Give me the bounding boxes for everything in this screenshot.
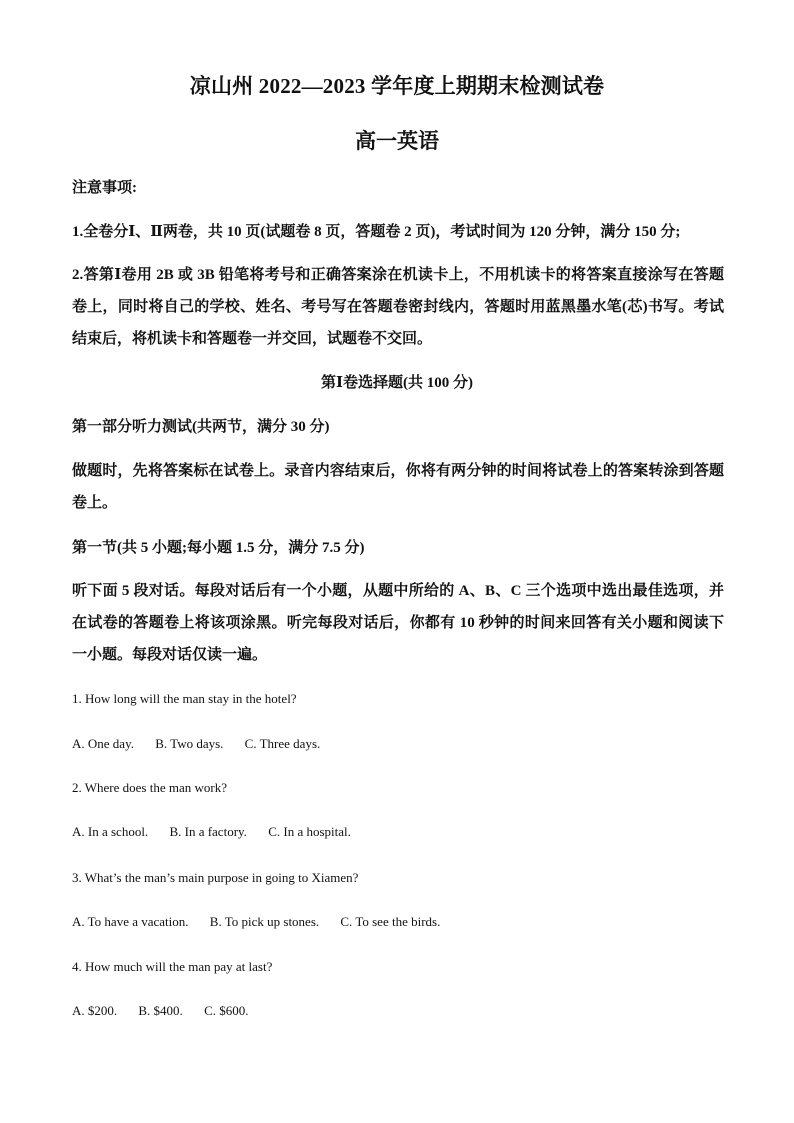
- q3-option-a: A. To have a vacation.: [72, 914, 189, 929]
- q3-option-b: B. To pick up stones.: [209, 914, 320, 929]
- section1-title: 第一节(共 5 小题;每小题 1.5 分，满分 7.5 分): [72, 540, 365, 556]
- q4-option-a: A. $200.: [72, 1003, 118, 1018]
- q1-option-a: A. One day.: [72, 736, 134, 751]
- question-4-stem: 4. How much will the man pay at last?: [72, 959, 273, 974]
- q1-option-c: C. Three days.: [244, 736, 321, 751]
- question-2-options: [72, 822, 724, 842]
- exam-title: 凉山州 2022—2023 学年度上期期末检测试卷: [189, 74, 605, 98]
- q2-option-b: B. In a factory.: [169, 824, 247, 839]
- notice-item-1: 1.全卷分Ⅰ、Ⅱ两卷，共 10 页(试题卷 8 页，答题卷 2 页)，考试时间为 120 分钟，满分 150 分;: [72, 224, 681, 240]
- volume-title: 第Ⅰ卷选择题(共 100 分): [320, 375, 473, 391]
- question-3-options: [72, 912, 724, 932]
- question-1-options: [72, 734, 724, 754]
- question-2-stem: 2. Where does the man work?: [72, 780, 227, 795]
- exam-subtitle: 高一英语: [355, 129, 439, 153]
- question-3-stem: 3. What’s the man’s main purpose in going to Xiamen?: [72, 870, 359, 885]
- section1-instruction: 听下面 5 段对话。每段对话后有一个小题，从题中所给的 A、B、C 三个选项中选出最佳选项，并在试卷的答题卷上将该项涂黑。听完每段对话后，你都有 10 秒钟的时间来回答有关小题和阅读下一小题。每段对话仅读一遍。: [72, 583, 724, 663]
- notice-heading: 注意事项:: [72, 180, 137, 196]
- question-4-options: [72, 1001, 724, 1021]
- q4-option-b: B. $400.: [138, 1003, 183, 1018]
- part1-title: 第一部分听力测试(共两节，满分 30 分): [72, 419, 330, 435]
- q2-option-c: C. In a hospital.: [268, 824, 351, 839]
- notice-item-2: 2.答第Ⅰ卷用 2B 或 3B 铅笔将考号和正确答案涂在机读卡上，不用机读卡的将答案直接涂写在答题卷上，同时将自己的学校、姓名、考号写在答题卷密封线内，答题时用蓝黑墨水笔(芯)书写。考试结束后，将机读卡和答题卷一并交回，试题卷不交回。: [72, 267, 724, 347]
- q4-option-c: C. $600.: [204, 1003, 249, 1018]
- part1-instruction: 做题时，先将答案标在试卷上。录音内容结束后，你将有两分钟的时间将试卷上的答案转涂到答题卷上。: [72, 463, 724, 511]
- q1-option-b: B. Two days.: [155, 736, 224, 751]
- q2-option-a: A. In a school.: [72, 824, 149, 839]
- question-1-stem: 1. How long will the man stay in the hotel?: [72, 691, 297, 706]
- q3-option-c: C. To see the birds.: [340, 914, 441, 929]
